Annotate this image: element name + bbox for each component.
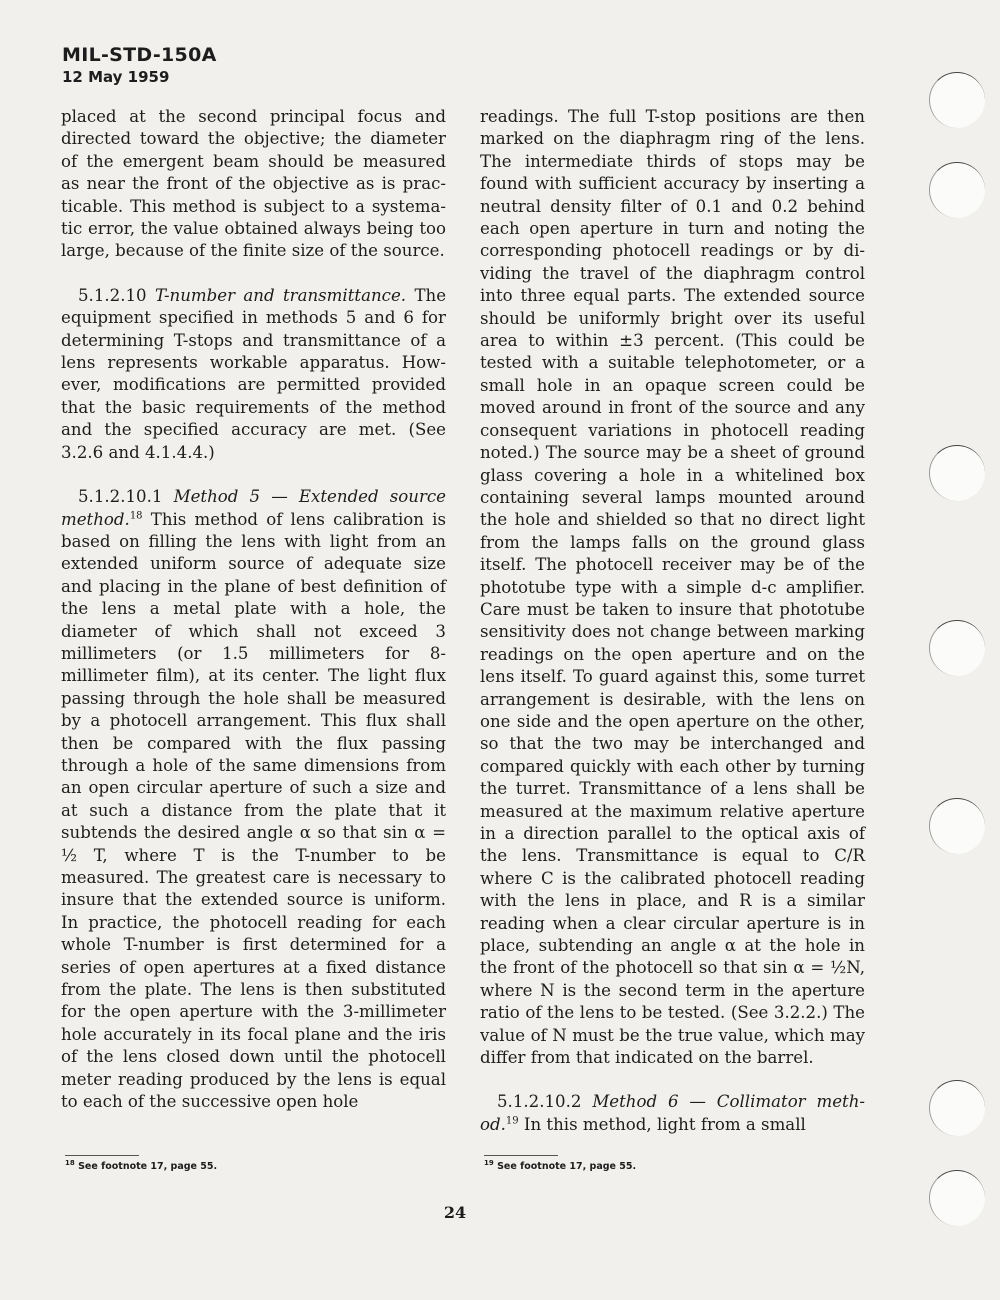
paragraph-text: This method of lens calibration is based on filling the lens with light from an extended uniform source of adequate size and placing in the plane of best definition of the lens a metal plate with a hole, the diameter of which shall not exceed 3 millimeters (or 1.5 millimeters for 8-millimeter film), at its center. The light flux passing through the hole shall be measured by a photocell arrangement. This flux shall then be compared with the flux passing through a hole of the same dimensions from an open circular aperture of such a size and at such a distance from the plate that it subtends the desired angle α so that sin α = ½ T, where T is the T-number to be measured. The greatest care is necessary to insure that the extended source is uniform. In practice, the photocell reading for each whole T-number is first determined for a series of open apertures at a fixed distance from the plate. The lens is then substituted for the open aperture with the 3-millimeter hole accurately in its focal plane and the iris of the lens closed down until the photocell meter reading produced by the lens is equal to each of the successive open hole (61, 509, 446, 1112)
paragraph-text: In this method, light from a small (523, 1114, 806, 1134)
section-number: 5.1.2.10.2 (497, 1092, 582, 1112)
left-column (61, 106, 446, 1113)
paragraph-5-1-2-10 (61, 285, 446, 464)
paragraph-text: The equipment specified in methods 5 and 6 for determining T-stops and transmittance of a lens represents workable apparatus. However, modifications are permitted provided that the basic requirements of the method and the specified accuracy are met. (See 3.2.6 and 4.1.4.4.) (61, 285, 447, 462)
punch-hole (929, 798, 985, 854)
paragraph-continuation: placed at the second principal focus and directed toward the objective; the diameter of the emergent beam should be measured as near the front of the objective as is practicable. This method is subject to a systematic error, the value obtained always being too large, because of the finite size of the source. (61, 107, 446, 261)
paragraph-5-1-2-10-1 (61, 486, 446, 1113)
footnote-marker: 18 (65, 1158, 75, 1167)
page-header (62, 44, 217, 88)
section-title: Method 5 — Extended source method. (61, 487, 446, 529)
footnote-marker: 19 (484, 1158, 494, 1167)
punch-hole (929, 72, 985, 128)
footnote-18 (65, 1158, 218, 1172)
right-column (480, 106, 865, 1136)
punch-hole (929, 445, 985, 501)
footnote-text: See footnote 17, page 55. (497, 1161, 637, 1172)
section-number: 5.1.2.10.1 (78, 487, 163, 507)
document-id: MIL-STD-150A (62, 44, 217, 66)
footnote-ref: 19 (505, 1115, 519, 1127)
paragraph-continuation: readings. The full T-stop positions are then marked on the diaphragm ring of the lens. The intermediate thirds of stops may be found with sufficient accuracy by inserting a neutral density filter of 0.1 and 0.2 behind each open aperture in turn and noting the corresponding photocell readings or by dividing the travel of the diaphragm control into three equal parts. The extended source should be uniformly bright over its useful area to within ±3 percent. (This could be tested with a suitable telephotometer, or a small hole in an opaque screen could be moved around in front of the source and any consequent variations in photocell reading noted.) The source may be a sheet of ground glass covering a hole in a whitelined box containing several lamps mounted around the hole and shielded so that no direct light from the lamps falls on the ground glass itself. The photocell receiver may be of the phototube type with a simple d-c amplifier. Care must be taken to insure that phototube sensitivity does not change between marking readings on the open aperture and on the lens itself. To guard against this, some turret arrangement is desirable, with the lens on one side and the open aperture on the other, so that the two may be interchanged and compared quickly with each other by turning the turret. Transmittance of a lens shall be measured at the maximum relative aperture in a direction parallel to the optical axis of the lens. Transmittance is equal to C/R where C is the calibrated photocell reading with the lens in place, and R is a similar reading when a clear circular aperture is in place, subtending an angle α at the hole in the front of the photocell so that sin α = ½N, where N is the second term in the aperture ratio of the lens to be tested. (See 3.2.2.) The value of N must be the true value, which may differ from that indicated on the barrel. (480, 107, 865, 1068)
punch-hole (929, 1080, 985, 1136)
footnote-19 (484, 1158, 637, 1172)
document-date: 12 May 1959 (62, 68, 170, 86)
section-title: T-number and transmittance. (155, 285, 407, 305)
paragraph-5-1-2-10-2 (480, 1091, 865, 1136)
section-number: 5.1.2.10 (78, 285, 147, 305)
punch-hole (929, 162, 985, 218)
punch-hole (929, 1170, 985, 1226)
footnote-ref: 18 (129, 509, 143, 521)
page-number: 24 (443, 1203, 467, 1222)
section-title: Method 6 — Collimator method. (480, 1092, 865, 1134)
punch-hole (929, 620, 985, 676)
footnote-text: See footnote 17, page 55. (78, 1161, 218, 1172)
